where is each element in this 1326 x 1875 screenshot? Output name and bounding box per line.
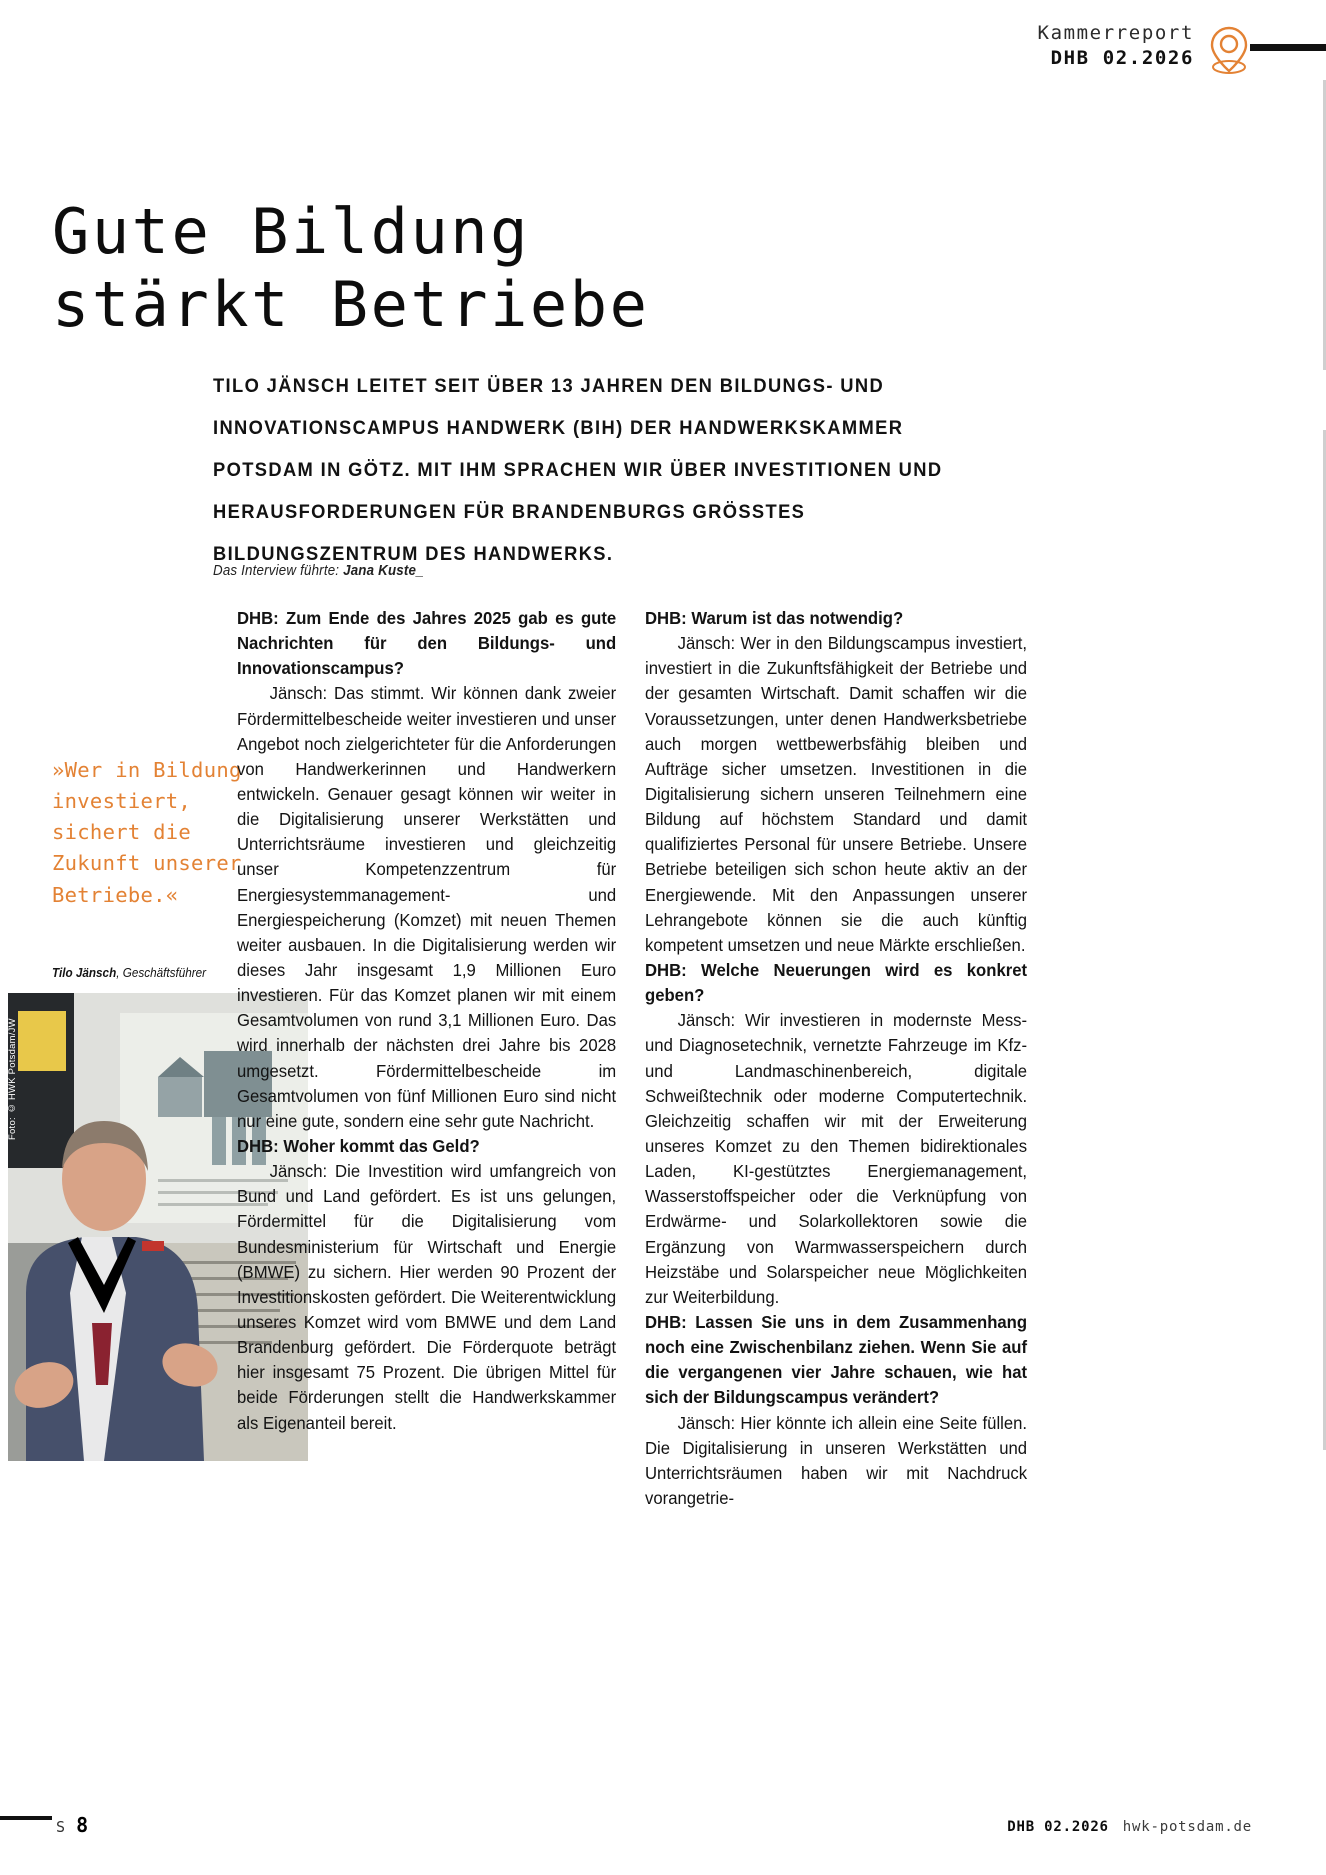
interview-answer: Jänsch: Wir investieren in modernste Mess- und Diagnosetechnik, vernetzte Fahrzeuge im Kfz- und Landmaschinenbereich, digitale Schweißtechnik oder moderne Computertechnik. Gleichzeitig schaffen wir mit der Erweiterung unseres Komzet zu den Themen bidirektionales Laden, KI-gestütztes Energiemanagement, Wasserstoffspeicher oder die Verknüpfung von Erdwärme- und Solarkollektoren sowie die Ergänzung von Warmwasserspeichern durch Heizstäbe und Solarspeicher neue Möglichkeiten zur Weiterbildung. <box>645 1010 1028 1307</box>
footer-issue: DHB 02.2026 <box>1007 1819 1109 1835</box>
interview-question: DHB: Welche Neuerungen wird es konkret geben? <box>645 959 1028 1006</box>
location-pin-icon <box>1208 24 1250 76</box>
masthead-issue: DHB 02.2026 <box>1050 47 1194 70</box>
footer-page-number: 8 <box>76 1813 90 1837</box>
interview-answer: Jänsch: Wer in den Bildungscampus investiert, investiert in die Zukunftsfähigkeit der Betriebe und der gesamten Wirtschaft. Damit schaffen wir die Voraussetzungen, unter denen Handwerksbetriebe auch morgen wettbewerbsfähig bleiben und Aufträge sicher umsetzen. Investitionen in die Digitalisierung sichern unseren Teilnehmern eine Bildung auf höchstem Standard und damit qualifiziertes Personal für unsere Betriebe. Unsere Betriebe beteiligen sich schon heute aktiv an der Energiewende. Mit den Anpassungen unserer Lehrangebote können sie die auch künftig kompetent umsetzen und neue Märkte erschließen. <box>645 633 1028 955</box>
article-column-2 <box>645 606 1027 1511</box>
pull-quote-attribution <box>52 966 238 980</box>
pull-quote-name: Tilo Jänsch <box>52 966 117 980</box>
interview-question: DHB: Lassen Sie uns in dem Zusammenhang noch eine Zwischenbilanz ziehen. Wenn Sie auf die vergangenen vier Jahre schauen, wie hat sich der Bildungscampus verändert? <box>645 1311 1028 1408</box>
footer-page <box>56 1813 89 1837</box>
interview-answer: Jänsch: Das stimmt. Wir können dank zweier Fördermittelbescheide weiter investieren und unser Angebot noch zielgerichteter für die Anforderungen von Handwerkerinnen und Handwerkern entwickeln. Genauer gesagt können wir weiter in die Digitalisierung unserer Werkstätten und Unterrichtsräume investieren und gleichzeitig unser Kompetenzzentrum für Energiesystemmanagement- und Energiespeicherung (Komzet) mit neuen Themen weiter ausbauen. In die Digitalisierung werden wir dieses Jahr insgesamt 1,9 Millionen Euro investieren. Für das Komzet planen wir mit einem Gesamtvolumen von rund 3,1 Millionen Euro. Das wird innerhalb der nächsten drei Jahre bis 2028 umgesetzt. Fördermittelbescheide im Gesamtvolumen von fünf Millionen Euro sind nicht nur eine gute, sondern eine sehr gute Nachricht. <box>237 683 617 1131</box>
interview-credit <box>213 563 424 579</box>
header-rule <box>1250 44 1326 51</box>
masthead <box>1038 22 1250 76</box>
lead-paragraph: TILO JÄNSCH LEITET SEIT ÜBER 13 JAHREN DEN BILDUNGS- UND INNOVATIONSCAMPUS HANDWERK (BIH) DER HANDWERKSKAMMER POTSDAM IN GÖTZ. MIT IHM SPRACHEN WIR ÜBER INVESTITIONEN UND HERAUSFORDERUNGEN FÜR BRANDENBURGS GRÖSSTES BILDUNGSZENTRUM DES HANDWERKS. <box>213 375 943 566</box>
footer-rule <box>0 1816 52 1820</box>
footer-url[interactable]: hwk-potsdam.de <box>1122 1819 1252 1835</box>
headline-line-1: Gute Bildung <box>52 195 530 268</box>
interview-question: DHB: Woher kommt das Geld? <box>237 1135 480 1156</box>
interview-answer: Jänsch: Die Investition wird umfangreich von Bund und Land gefördert. Es ist uns gelungen, Fördermittel für die Digitalisierung vom Bundesministerium für Wirtschaft und Energie (BMWE) zu sichern. Hier werden 90 Prozent der Investitionskosten gefördert. Die Weiterentwicklung unseres Komzet wird vom BMWE und dem Land Brandenburg gefördert. Die Förderquote beträgt hier insgesamt 75 Prozent. Die übrigen Mittel für beide Förderungen stellt die Handwerkskammer als Eigenanteil bereit. <box>237 1161 617 1433</box>
pull-quote-role: , Geschäftsführer <box>116 966 207 980</box>
page-title <box>52 196 1152 341</box>
footer-meta <box>1007 1819 1252 1835</box>
article-column-1 <box>237 606 616 1436</box>
masthead-kicker: Kammerreport <box>1037 22 1194 44</box>
masthead-text <box>1038 22 1194 70</box>
interview-question: DHB: Zum Ende des Jahres 2025 gab es gute Nachrichten für den Bildungs- und Innovationscampus? <box>237 608 617 679</box>
headline-line-2: stärkt Betriebe <box>52 267 650 341</box>
pull-quote: »Wer in Bildung investiert, sichert die Zukunft unserer Betriebe.« <box>52 758 242 907</box>
interview-answer: Jänsch: Hier könnte ich allein eine Seite füllen. Die Digitalisierung in unseren Werkstätten und Unterrichtsräumen haben wir mit Nachdruck vorangetrie- <box>645 1412 1028 1508</box>
credit-author: Jana Kuste_ <box>343 563 424 579</box>
footer-page-prefix: S <box>56 1818 67 1836</box>
interview-question: DHB: Warum ist das notwendig? <box>645 608 904 628</box>
photo-credit: Foto: © HWK Potsdam/JW <box>6 1018 17 1140</box>
credit-prefix: Das Interview führte: <box>213 563 344 579</box>
